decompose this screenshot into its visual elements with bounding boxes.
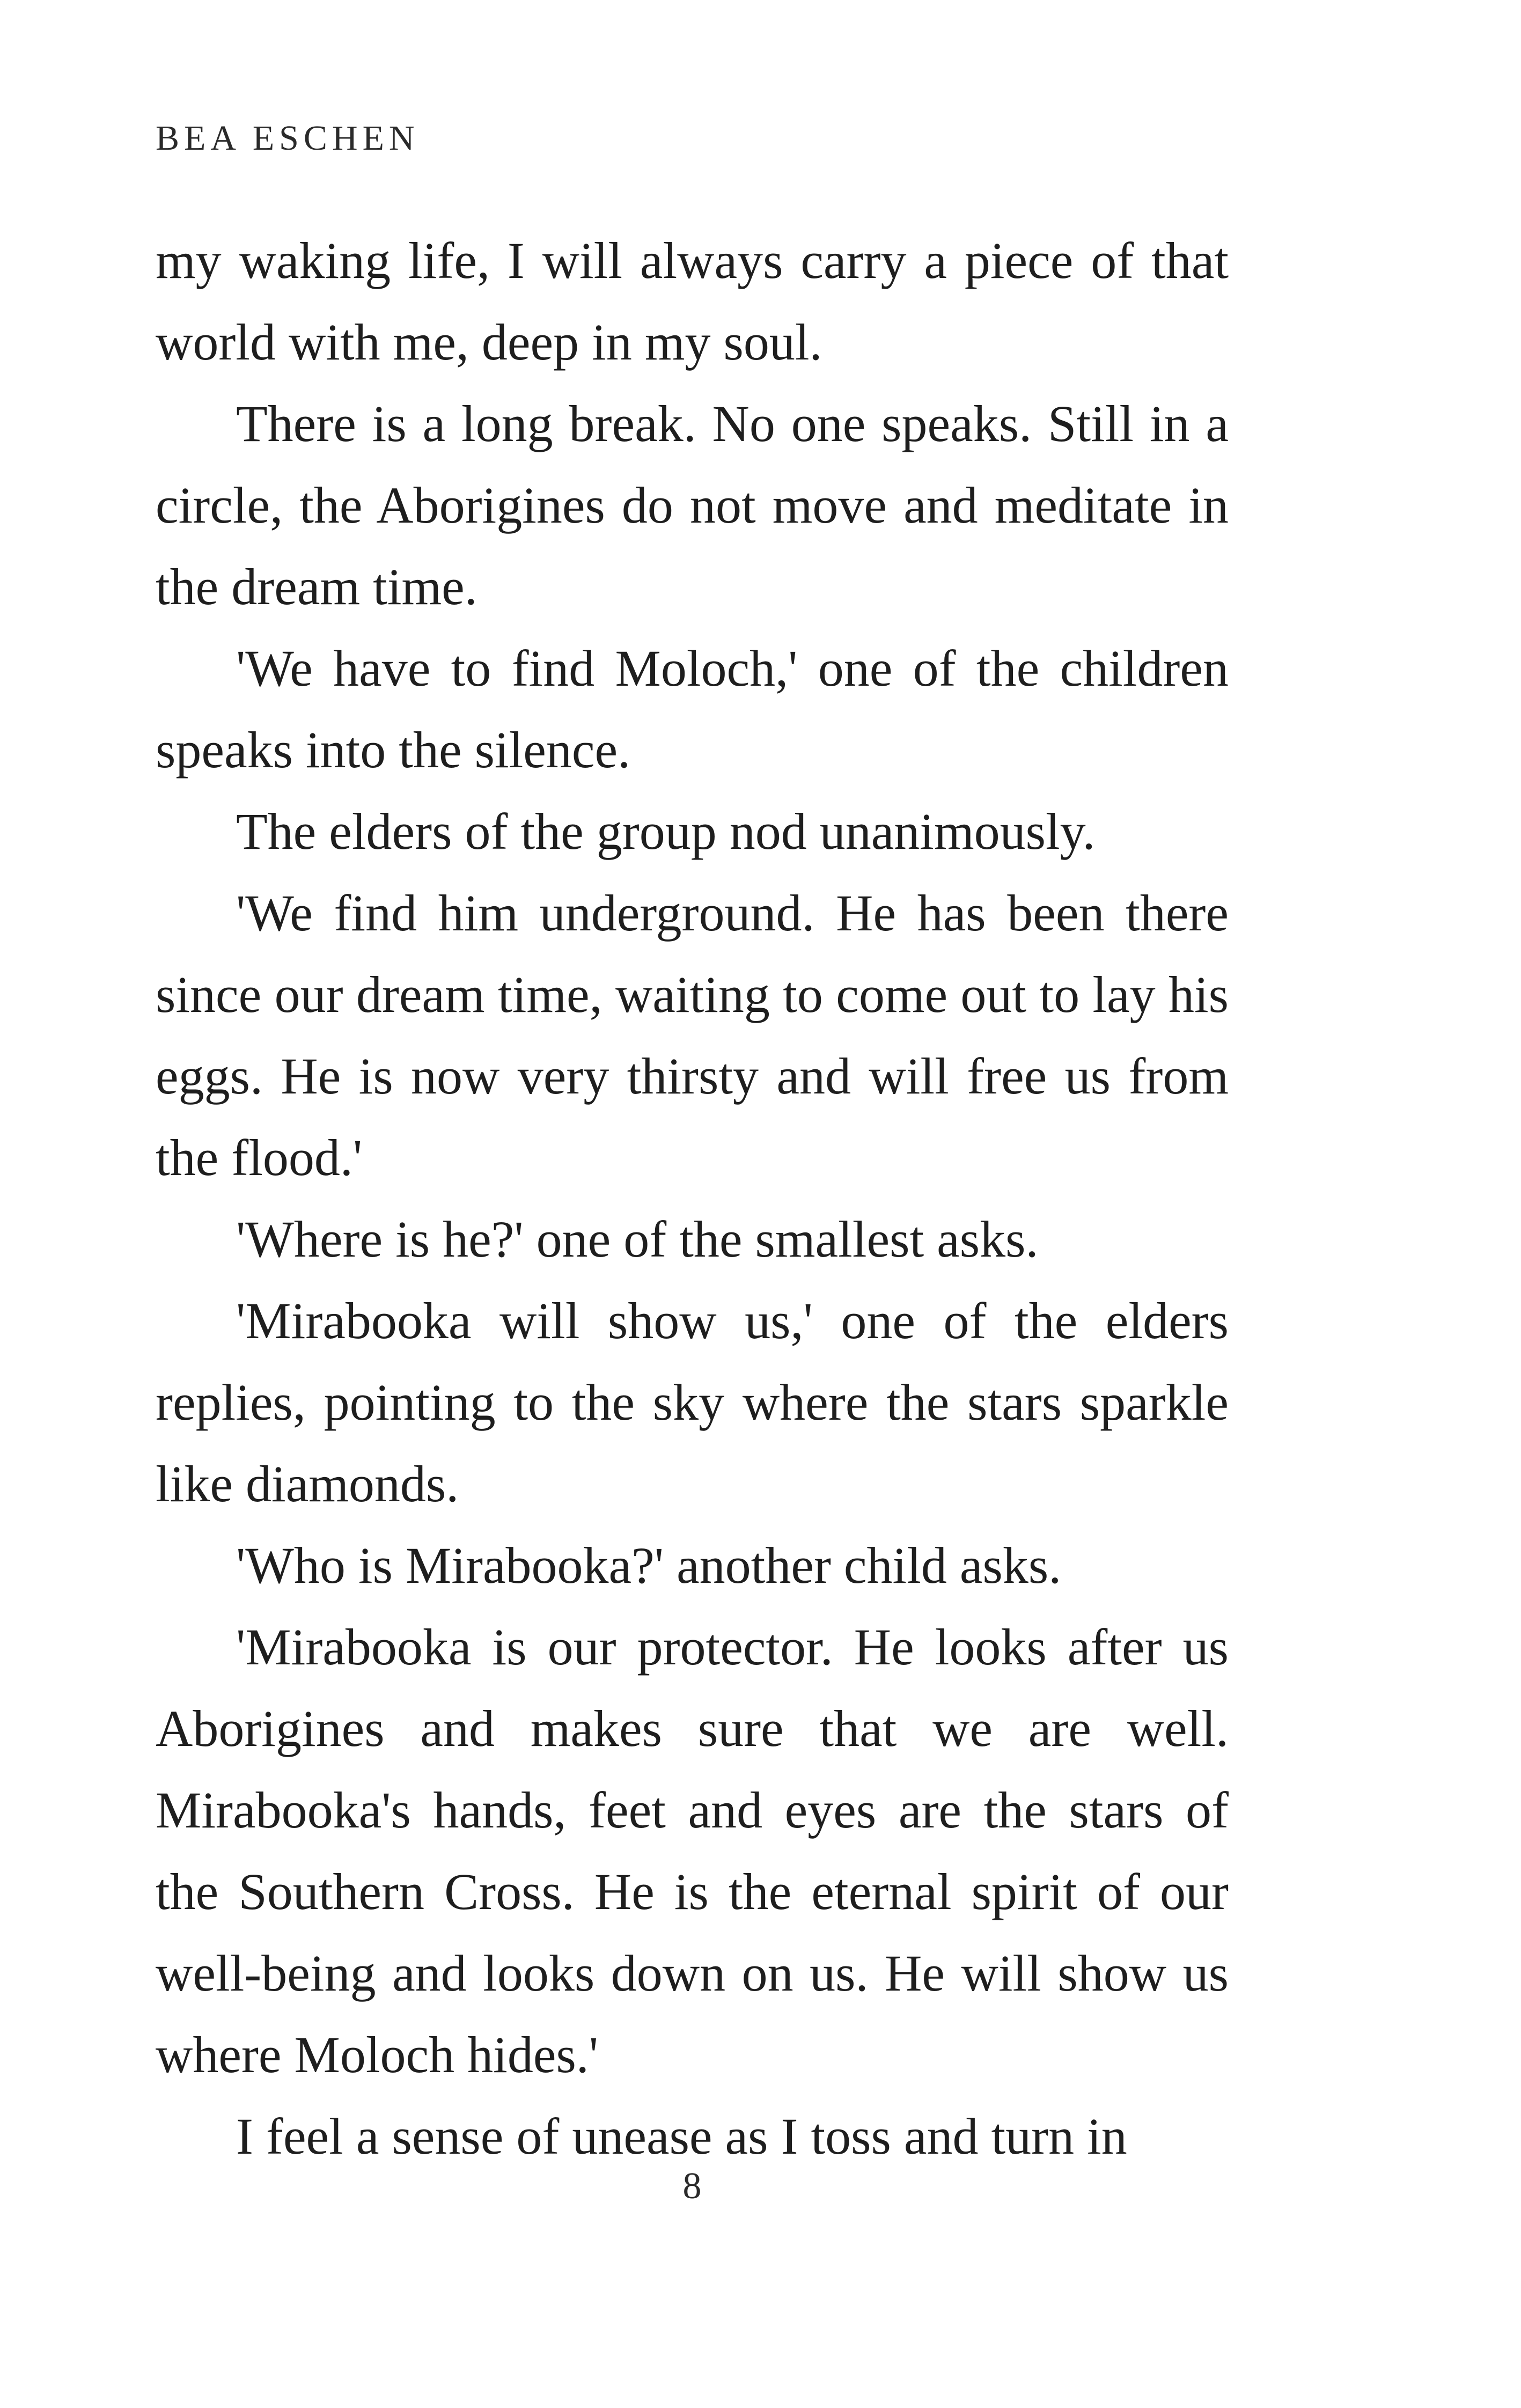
page-number: 8 bbox=[682, 2165, 702, 2207]
paragraph: 'We have to find Moloch,' one of the children speaks into the silence. bbox=[156, 640, 1229, 779]
paragraph: 'Who is Mirabooka?' another child asks. bbox=[236, 1537, 1062, 1594]
running-header-author: BEA ESCHEN bbox=[156, 119, 420, 158]
paragraph: 'Mirabooka will show us,' one of the elders replies, pointing to the sky where the stars sparkle like diamonds. bbox=[156, 1292, 1229, 1513]
paragraph: The elders of the group nod unanimously. bbox=[236, 803, 1096, 860]
paragraph: There is a long break. No one speaks. Still in a circle, the Aborigines do not move and meditate in the dream time. bbox=[156, 395, 1229, 615]
paragraph: 'We find him underground. He has been there since our dream time, waiting to come out to lay his eggs. He is now very thirsty and will free us from the flood.' bbox=[156, 884, 1229, 1186]
body-text bbox=[156, 220, 1229, 2177]
paragraph-last: I feel a sense of unease as I toss and turn in bbox=[236, 2108, 1127, 2165]
paragraph-continued: my waking life, I will always carry a piece of that world with me, deep in my soul. bbox=[156, 232, 1229, 371]
paragraph: 'Mirabooka is our protector. He looks after us Aborigines and makes sure that we are well. Mirabooka's hands, feet and eyes are the stars of the Southern Cross. He is the eternal spirit of our well-being and looks down on us. He will show us where Moloch hides.' bbox=[156, 1618, 1229, 2083]
paragraph: 'Where is he?' one of the smallest asks. bbox=[236, 1210, 1039, 1268]
